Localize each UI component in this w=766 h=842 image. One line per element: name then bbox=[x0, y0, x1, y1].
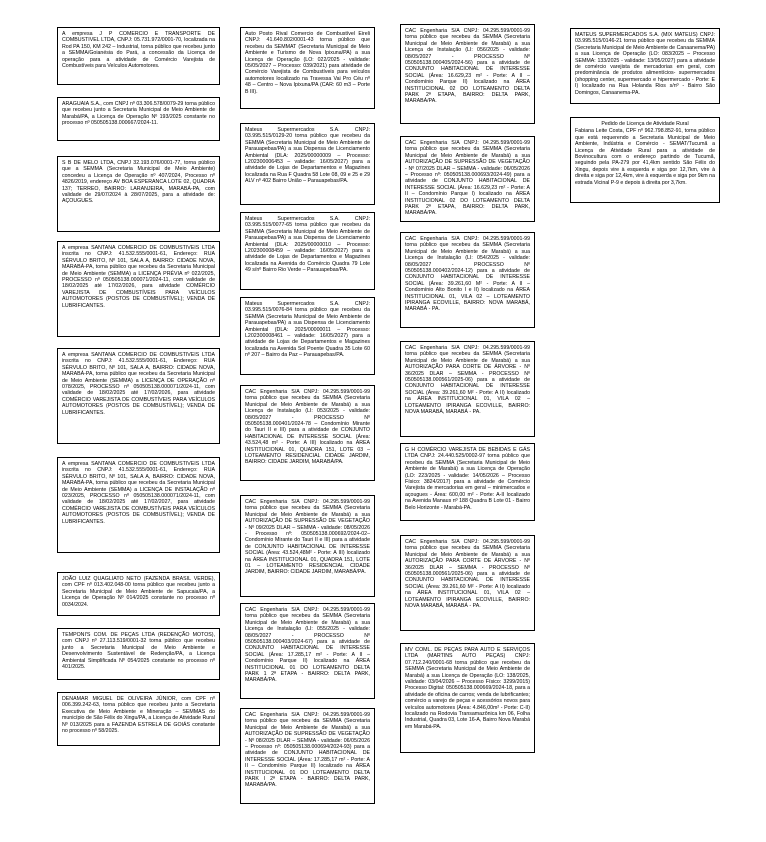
notice-text: CAC Engenharia S/A CNPJ: 04.295.599/0001-99 torna público que recebeu da SEMMA (Secretaria Municipal de Meio Ambiente de Marabá) a sua AUTORIZAÇÃO DE SUPRESSÃO DE VEGETAÇÃO - Nº 07/2025 DLAR – SEMMA - validade: 06/05/2026 – Processo nº: 050505138.000693/2024-49) para a atividade de CONJUNTO HABITACIONAL DE INTERESSE SOCIAL (Área: 16.629,23 m² - Porte: A II – Condomínio Parque I) localizado na ÁREA INSTITUCIONAL 02 DO LOTEAMENTO DELTA PARK 2ª ETAPA, BAIRRO: DELTA PARK, MARABÁ/PA. bbox=[405, 140, 530, 217]
notice-mv-coml-pecas bbox=[400, 643, 535, 753]
notice-denamar bbox=[57, 692, 220, 746]
notice-mateus-0129 bbox=[240, 123, 375, 205]
notice-gh-comercio bbox=[400, 443, 535, 521]
notice-text: CAC Engenharia S/A CNPJ: 04.295.599/0001-99 torna público que recebeu da SEMMA (Secretaria Municipal de Meio Ambiente de Marabá) a sua Licença de Instalação (LI: 053/2025 - validade: 08/05/2027 - PROCESSO Nº 050505138.000401/2024-78 – Condomínio Mirante do Tauri II e III) para a atividade de CONJUNTO HABITACIONAL DE INTERESSE SOCIAL (Área: 43.524,48 m² - Porte: A III) localizado na ÁREA INSTITUCIONAL 01, QUADRA 151, LOTE 03 – LOTEAMENTO RESIDENCIAL CIDADE JARDIM, BAIRRO: CIDADE JARDIM, MARABÁ/PA. bbox=[245, 389, 370, 466]
notice-jp-comercio bbox=[57, 27, 220, 85]
notice-mateus-0076 bbox=[240, 297, 375, 375]
notice-joao-luiz bbox=[57, 572, 220, 616]
notice-santana-lp bbox=[57, 241, 220, 337]
notice-text: CAC Engenharia S/A CNPJ: 04.295.599/0001-99 torna público que recebeu da SEMMA (Secretaria Municipal de Meio Ambiente de Marabá) a sua AUTORIZAÇÃO PARA CORTE DE ÁRVORE - Nº 36/2025 DLAR – SEMMA - PROCESSO Nº 050505138.000561/2025-06) para a atividade de CONJUNTO HABITACIONAL DE INTERESSE SOCIAL (Área: 39.261,60 M² - Porte: A II) localizado na ÁREA INSTITUCIONAL 01, VILA 02 – LOTEAMENTO IPIRANGA ECOVILLE, BAIRRO: NOVA MARABÁ, MARABÁ - PA. bbox=[405, 539, 530, 609]
notice-text: JOÃO LUIZ QUAGLIATO NETO (FAZENDA BRASIL VERDE), com CPF nº 013.402.048-00 torna público que recebeu junto a Secretaria Municipal de Meio Ambiente de Sapucaia/PA, a Licença de Operação Nº 014/2025 constante no processo nº 0034/2024. bbox=[62, 576, 215, 608]
notice-santana-li bbox=[57, 457, 220, 553]
notice-text: S B DE MELO LTDA, CNPJ 32.193.076/0001-77, torna público que a SEMMA (Secretaria Municipal de Meio Ambiente) concedeu a Licença de Operação nº 407/2024, Processo nº 4826/2019, endereço AV BOA ESPERANCA LOTE 02, QUADRA 137; TERREO, BAIRRO: LARANJEIRA, MARABÁ-PA, com validade de 29/07/2024 à 28/07/2025, para a atividade de: AÇOUGUES. bbox=[62, 160, 215, 205]
notice-text: CAC Engenharia S/A CNPJ: 04.295.599/0001-99 torna público que recebeu da SEMMA (Secretaria Municipal de Meio Ambiente de Marabá) a sua Licença de Instalação (LI: 055/2025 - validade: 08/05/2027 - PROCESSO Nº 050505138.000403/2024-67) para a atividade de CONJUNTO HABITACIONAL DE INTERESSE SOCIAL (Área: 17.285,17 m² - Porte: A II – Condomínio Parque II) localizado na ÁREA INSTITUCIONAL 01 DO LOTEAMENTO DELTA PARK 1 2ª ETAPA - BAIRRO: DELTA PARK, MARABÁ/PA. bbox=[245, 607, 370, 684]
notice-text: Fabiana Leite Costa, CPF nº 962.798.852-91, torna público que está requerendo a Secretaria Municipal de Meio Ambiente, Indústria e Comércio - SEMAT/Tucumã a Licença de Atividade Rural para a atividade de Bovinocultura com o endereço partindo de Tucumã, seguindo pela PA-279 por 41,4km sentido São Félix do Xingu, depois vire à esquerda e siga por 12,7km, vire à direita e siga por 12,4km, vire à esquerda e siga por 9km na estrada Vicinal P-9 e depois à direita por 3,7km. bbox=[575, 128, 715, 186]
notice-text: CAC Engenharia S/A CNPJ: 04.295.599/0001-99 torna público que recebeu da SEMMA (Secretaria Municipal de Meio Ambiente de Marabá) a sua Licença de Instalação (LI: 056/2025 - validade: 08/05/2027 - PROCESSO Nº 050505138.000405/2024-56) para a atividade de CONJUNTO HABITACIONAL DE INTERESSE SOCIAL (Área: 16.629,23 m² - Porte: A II – Condomínio Parque II) localizado na ÁREA INSTITUCIONAL 02 DO LOTEAMENTO DELTA PARK 2ª ETAPA, BAIRRO: DELTA PARK, MARABÁ/PA. bbox=[405, 28, 530, 105]
notice-cac-asv-09 bbox=[240, 495, 375, 597]
notice-text: Mateus Supermercados S.A. CNPJ: 03.995.515/0129-20 torna público que recebeu da SEMMA (Secretaria Municipal de Meio Ambiente de Parauapebas/PA) a sua Dispensa de Licenciamento Ambiental (DLA: 2025/00000009 – Processo: L202300006453 – validade: 16/05/2027) para a atividade de Lojas de Departamentos e Magazines localizada na Rua F Quadra 58 Lote 08, 09 e 25 e 29 ALV nº 402 Bairro União – Parauapebas/PA. bbox=[245, 127, 370, 185]
notice-text: TEMPONI'S COM. DE PEÇAS LTDA (REDENÇÃO MOTOS), com CNPJ nº 27.113.519/0001-32 torna público que recebeu junto a Secretaria Municipal de Meio Ambiente e Desenvolvimento Sustentável de Redenção/PA, a Licença Ambiental Simplificada Nº 054/2025 constante no processo nº 401/2025. bbox=[62, 632, 215, 670]
notice-cac-corte-36-a bbox=[400, 341, 535, 437]
notice-text: Mateus Supermercados S.A. CNPJ: 03.995.515/0076-84 torna público que recebeu da SEMMA (Secretaria Municipal de Meio Ambiente de Parauapebas/PA) a sua Dispensa de Licenciamento Ambiental (DLA: 2025/00000011 – Processo: L202300008461 – validade: 16/05/2027) para a atividade de Lojas de Departamentos e Magazines localizada na Avenida Sol Poente Quadra 35 Lote 60 nº 207 – Bairro da Paz – Parauapebas/PA. bbox=[245, 301, 370, 359]
notice-cac-li-056 bbox=[400, 24, 535, 124]
notice-temponis bbox=[57, 628, 220, 680]
notice-text: A empresa SANTANA COMERCIO DE COMBUSTIVEIS LTDA inscrita no CNPJ: 41.532.555/0001-61, Endereço: RUA SÉRVULO BRITO, Nº 101, SALA A, BAIRRO: CIDADE NOVA, MARABÁ-PA, torna público que recebeu da Secretaria Municipal de Meio Ambiente (SEMMA) a LICENÇA DE OPERAÇÃO nº 078/2025, PROCESSO nº 050505138.000071/2024-11, com validade de 18/02/2025 até 17/02/2026, para atividade COMÉRCIO VAREJISTA DE COMBUSTÍVEIS PARA VEÍCULOS AUTOMOTORES (POSTOS DE COMBUSTÍVEL); VENDA DE LUBRIFICANTES. bbox=[62, 352, 215, 416]
notice-text: A empresa J P COMERCIO E TRANSPORTE DE COMBUSTIVEL LTDA, CNPJ: 05.731.972/0001-70, localizada na Rod PA 150, KM 242 – Industrial, torna público que recebeu junto a SEMMA/Goianésia do Pará, a concessão da Licença de operação para a atividade de Comércio Varejista de Combustíveis para Veículos Automotores. bbox=[62, 31, 215, 69]
notice-cac-asv-08 bbox=[240, 708, 375, 804]
notice-text: MV COML. DE PEÇAS PARA AUTO E SERVIÇOS LTDA (MARTINS AUTO PEÇAS) CNPJ: 07.712.240/0001-68 torna público que recebeu da SEMMA (Secretaria Municipal de Meio Ambiente de Marabá) a sua Licença de Operação (LO: 138/2025, validade: 03/04/2026 – Processo Físico: 3299/2015) Processo Digital: 050505138.000669/2024-18, para a atividade de oficina de carros; venda de lubrificantes; comércio a varejo de peças e acessórios novos para veículos automotores (Área: 4.846,00m² - Porte: C-II) localizado na Rodovia Transamazônica km 06, Folha Industrial, Quadra 03, Lote 16-A, Bairro Nova Marabá em Marabá-PA. bbox=[405, 647, 530, 730]
notice-mateus-mix bbox=[570, 28, 720, 104]
notice-cac-corte-36-b bbox=[400, 535, 535, 631]
notice-text: Auto Posto Rival Comercio de Combustível Eireli CNPJ: 41.640.802/0001-43 torna público que recebeu da SEMMAT (Secretaria Municipal de Meio Ambiente e Turismo de Nova Ipixuna/PA) a sua Licença de Operação (LO: 022/2025 - validade: 05/05/2027 – Processo: 039/2021) para atividade de Comércio Varejista de Combustíveis para veículos automotores localizado na Travessa Vai Pro Céu nº 48 – Centro – Nova Ipixuna/PA (CAR: 60 m3 – Porte B III). bbox=[245, 31, 370, 95]
notice-text: CAC Engenharia S/A CNPJ: 04.295.599/0001-99 torna público que recebeu da SEMMA (Secretaria Municipal de Meio Ambiente de Marabá) a sua AUTORIZAÇÃO DE SUPRESSÃO DE VEGETAÇÃO - Nº 09/2025 DLAR – SEMMA - validade: 08/05/2026 - Processo nº: 050505138.000692/2024-02– Condomínio Mirante do Tauri II e III) para a atividade de CONJUNTO HABITACIONAL DE INTERESSE SOCIAL (Área: 43.524,48M² - Porte: A III) localizado na ÁREA INSTITUCIONAL 01, QUADRA 151, LOTE 01 – LOTEAMENTO RESIDENCIAL CIDADE JARDIM, BAIRRO: CIDADE JARDIM, MARABÁ/PA. bbox=[245, 499, 370, 576]
notice-text: CAC Engenharia S/A CNPJ: 04.295.599/0001-99 torna público que recebeu da SEMMA (Secretaria Municipal de Meio Ambiente de Marabá) a sua AUTORIZAÇÃO DE SUPRESSÃO DE VEGETAÇÃO - Nº 08/2025 DLAR – SEMMA - validade: 06/05/2026 – Processo nº: 050505138.000694/2024-93) para a atividade de CONJUNTO HABITACIONAL DE INTERESSE SOCIAL (Área: 17.285,17 m² - Porte: A II – Condomínio Parque II) localizado na ÁREA INSTITUCIONAL 01 DO LOTEAMENTO DELTA PARK I 2ª ETAPA - BAIRRO: DELTA PARK, MARABÁ/PA. bbox=[245, 712, 370, 789]
notice-text: G H COMÉRCIO VAREJISTA DE BEBIDAS E GÁS LTDA CNPJ: 24.440.525/0002-97 torna público que recebeu da SEMMA (Secretaria Municipal de Meio Ambiente de Marabá) a sua Licença de Operação (LO: 223/2025 - validade: 14/05/2026 – Processo Físico: 3824/2017) para a atividade de Comércio Varejista de mercadorias em geral – minimercados e açougues - Área: 600,00 m² - Porte: A-II localizado na Avenida Manaus nº 188 Quadra B Lote 01 - Bairro Belo Horizonte - Marabá-PA. bbox=[405, 447, 530, 511]
notice-cac-li-055 bbox=[240, 603, 375, 699]
notice-sb-de-melo bbox=[57, 156, 220, 232]
notice-araguaia bbox=[57, 97, 220, 141]
notice-mateus-0077 bbox=[240, 212, 375, 290]
notice-title: Pedido de Licença de Atividade Rural bbox=[601, 121, 689, 127]
notice-text: DENAMAR MIGUEL DE OLIVEIRA JÚNIOR, com CPF nº 006.399.242-63, torna público que recebeu junto a Secretaria Executiva de Meio Ambiente e Mineração – SEMMAS do município de São Félix do Xingu/PA, a Licença de Atividade Rural Nº 013/2025 para a FAZENDA ESTRELA DE GOIÁS constante no processo nº 58/2025. bbox=[62, 696, 215, 734]
notice-text: Mateus Supermercados S.A. CNPJ: 03.995.515/0077-65 torna público que recebeu da SEMMA (Secretaria Municipal de Meio Ambiente de Parauapebas/PA) a sua Dispensa de Licenciamento Ambiental (DLA: 2025/00000010 – Processo: L202300008459 – validade: 16/05/2027) para a atividade de Lojas de Departamentos e Magazines localizada na Avenida do Comércio Quadra 79 Lote 49 s/nº Bairro Rio Verde – Parauapebas/PA. bbox=[245, 216, 370, 274]
notice-cac-li-053 bbox=[240, 385, 375, 481]
notice-text: CAC Engenharia S/A CNPJ: 04.295.599/0001-99 torna público que recebeu da SEMMA (Secretaria Municipal de Meio Ambiente de Marabá) a sua Licença de Instalação (LI: 054/2025 - validade: 08/05/2027 - PROCESSO Nº 050505138.000402/2024-12) para a atividade de CONJUNTO HABITACIONAL DE INTERESSE SOCIAL (Área: 39.261,60 M² - Porte: A II – Condomínio Alto Bonito I e II) localizado na ÁREA INSTITUCIONAL 01, VILA 02 – LOTEAMENTO IPIRANGA ECOVILLE, BAIRRO: NOVA MARABÁ, MARABÁ - PA. bbox=[405, 236, 530, 313]
notice-cac-li-054 bbox=[400, 232, 535, 328]
notice-text: CAC Engenharia S/A CNPJ: 04.295.599/0001-99 torna público que recebeu da SEMMA (Secretaria Municipal de Meio Ambiente de Marabá) a sua AUTORIZAÇÃO PARA CORTE DE ÁRVORE - Nº 36/2025 DLAR – SEMMA - PROCESSO Nº 050505138.000561/2025-06) para a atividade de CONJUNTO HABITACIONAL DE INTERESSE SOCIAL (Área: 39.261,60 M² - Porte: A II) localizado na ÁREA INSTITUCIONAL 01, VILA 02 – LOTEAMENTO IPIRANGA ECOVILLE, BAIRRO: NOVA MARABÁ, MARABÁ - PA. bbox=[405, 345, 530, 415]
notice-santana-lo bbox=[57, 348, 220, 444]
notice-text: ARAGUAIA S.A., com CNPJ nº 03.306.578/0079-29 torna público que recebeu junto a Secretaria Municipal de Meio Ambiente de Marabá/PA, a Licença de Operação Nº 193/2025 constante no processo nº 050505138.000667/2024-11. bbox=[62, 101, 215, 127]
notice-cac-asv-07 bbox=[400, 136, 535, 222]
notice-text: A empresa SANTANA COMERCIO DE COMBUSTIVEIS LTDA inscrita no CNPJ: 41.532.555/0001-61, Endereço: RUA SÉRVULO BRITO, Nº 101, SALA A, BAIRRO: CIDADE NOVA, MARABÁ-PA, torna público que recebeu da Secretaria Municipal de Meio Ambiente (SEMMA) a LICENÇA PRÉVIA nº 022/2025, PROCESSO nº 050505138.000071/2024-11, com validade de 18/02/2025 até 17/02/2026, para atividade COMÉRCIO VAREJISTA DE COMBUSTÍVEIS PARA VEÍCULOS AUTOMOTORES (POSTOS DE COMBUSTÍVEL); VENDA DE LUBRIFICANTES. bbox=[62, 245, 215, 309]
notice-auto-posto-rival bbox=[240, 27, 375, 109]
notice-text: MATEUS SUPERMERCADOS S.A. (MIX MATEUS) CNPJ: 03.995.515/0146-21 torna público que recebeu da SEMMA (Secretaria Municipal de Meio Ambiente de Canaanema/PA) a sua Licença de Operação (LO: 083/2025 – Processo SEMMA: 133/2025 - validade: 13/05/2027) para a atividade de comércio varejista de mercadorias em geral, com predominância de produtos alimentícios- supermercados (shopping center, supermercado e hipermercado - Porte: E I) localizado na Rua Holanda Rios s/nº - Bairro São Domingos, Canaanema-PA. bbox=[575, 32, 715, 96]
notice-text: A empresa SANTANA COMERCIO DE COMBUSTIVEIS LTDA inscrita no CNPJ: 41.532.555/0001-61, Endereço: RUA SÉRVULO BRITO, Nº 101, SALA A, BAIRRO: CIDADE NOVA, MARABÁ-PA, torna público que recebeu da Secretaria Municipal de Meio Ambiente (SEMMA) a LICENÇA DE INSTALAÇÃO nº 023/2025, PROCESSO nº 050505138.000071/2024-11, com validade de 18/02/2025 até 17/02/2027, para atividade COMÉRCIO VAREJISTA DE COMBUSTÍVEIS PARA VEÍCULOS AUTOMOTORES (POSTOS DE COMBUSTÍVEL); VENDA DE LUBRIFICANTES. bbox=[62, 461, 215, 525]
notice-pedido-licenca-rural bbox=[570, 117, 720, 203]
